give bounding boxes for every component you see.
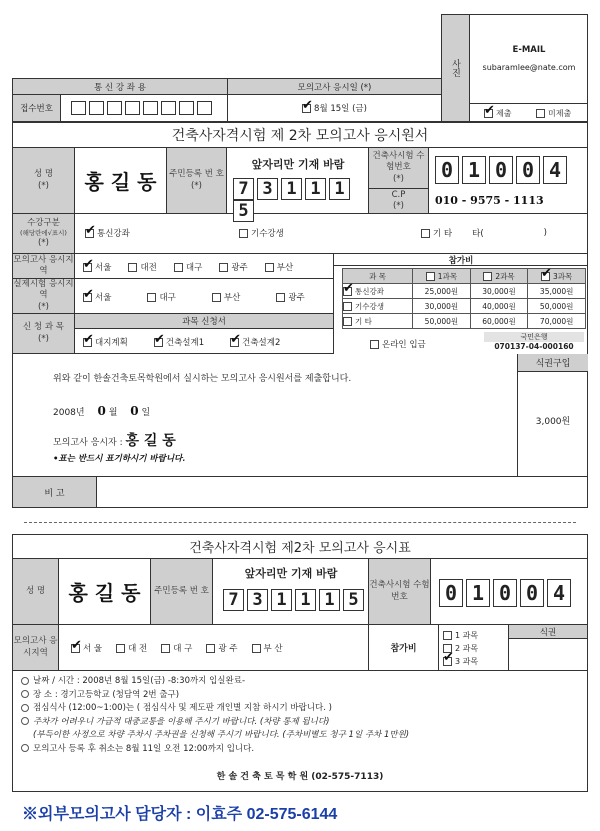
type-option-label: 통신강좌 bbox=[97, 229, 130, 239]
fee-cell: 50,000원 bbox=[413, 314, 471, 329]
id-digit: 1 bbox=[305, 178, 326, 200]
id-digit: 5 bbox=[233, 200, 254, 222]
id-note: 앞자리만 기재 바람 bbox=[251, 158, 345, 171]
ticket-meal-label: 식권 bbox=[509, 625, 587, 639]
note-line: 주차가 어려우니 가급적 대중교통을 이용해 주시기 바랍니다. (차량 통제 됩니다) bbox=[33, 716, 330, 727]
practice-options[interactable]: ✔ 서울 대구 부산 광주 bbox=[83, 291, 322, 305]
ticket-exam-no-digit: 0 bbox=[493, 579, 517, 607]
note-line: 모의고사 등록 후 취소는 8월 11일 오전 12:00까지 입니다. bbox=[33, 743, 255, 754]
id-digit: 1 bbox=[281, 178, 302, 200]
header-strip bbox=[12, 78, 442, 122]
submit-date[interactable]: 2008년 0 월 0 일 bbox=[53, 404, 151, 418]
fee-cell: 60,000원 bbox=[470, 314, 528, 329]
type-option-other[interactable]: 기 타 타( ) bbox=[421, 227, 547, 239]
fee-cell: 30,000원 bbox=[470, 284, 528, 299]
ticket-name-label: 성 명 bbox=[13, 559, 59, 624]
applicant[interactable]: 모의고사 응시자 : 홍 길 동 bbox=[53, 433, 176, 449]
ticket-notes bbox=[21, 675, 581, 756]
ticket-id-digit: 1 bbox=[271, 589, 292, 611]
ticket-exam-no-digit: 1 bbox=[466, 579, 490, 607]
nosubmit-checkbox[interactable] bbox=[536, 108, 571, 119]
id-label: 주민등록 번 호 (*) bbox=[167, 148, 227, 213]
form2-title: 건축사자격시험 제2차 모의고사 응시표 bbox=[13, 535, 587, 559]
id-digit: 1 bbox=[329, 178, 350, 200]
ticket-region-options[interactable]: ✔ 서 울 대 전 대 구 광 주 부 산 bbox=[59, 625, 369, 670]
meal-price: 3,000원 bbox=[535, 417, 571, 427]
type-option-regular[interactable] bbox=[239, 227, 284, 239]
subjects-label: 신 청 과 목 (*) bbox=[13, 314, 75, 353]
receipt-label: 접수번호 bbox=[13, 95, 61, 121]
meal-label: 식권구입 bbox=[518, 354, 588, 372]
id-field[interactable] bbox=[227, 148, 369, 221]
ticket-exam-no-digit: 4 bbox=[547, 579, 571, 607]
type-option-label: 기 타 bbox=[433, 229, 453, 239]
note-line: 날짜 / 시간 : 2008년 8월 15일(금) -8:30까지 입실완료- bbox=[33, 676, 246, 686]
ticket-region-label: 모의고사 응시지역 bbox=[13, 625, 59, 670]
submit-label: 제출 bbox=[496, 109, 512, 118]
id-digit: 3 bbox=[257, 178, 278, 200]
exam-no-digit: 4 bbox=[543, 156, 567, 184]
fee-header[interactable]: ✔ 3과목 bbox=[528, 269, 586, 284]
region-options[interactable]: ✔ 서울 대전 대구 광주 부산 bbox=[83, 261, 310, 275]
region-label: 모의고사 응시지역 bbox=[13, 254, 74, 276]
exam-no-digit: 1 bbox=[462, 156, 486, 184]
contact-footer: ※외부모의고사 담당자 : 이효주 02-575-6144 bbox=[22, 806, 338, 823]
ticket-id-note: 앞자리만 기재 바람 bbox=[244, 567, 338, 580]
statement: 위와 같이 한솔건축토목학원에서 실시하는 모의고사 응시원서를 제출합니다. bbox=[53, 374, 352, 384]
cp-label: C.P (*) bbox=[369, 188, 429, 213]
email-value: subaramlee@nate.com bbox=[482, 63, 576, 72]
exam-no-label: 건축사시험 수험번호 (*) bbox=[369, 148, 429, 188]
fee-header[interactable]: 2과목 bbox=[470, 269, 528, 284]
application-form bbox=[12, 122, 588, 508]
practice-label: 실제시험 응시지역 (*) bbox=[13, 279, 74, 312]
fee-cell: 40,000원 bbox=[470, 299, 528, 314]
cp-value[interactable]: 010 - 9575 - 1113 bbox=[435, 194, 544, 207]
bank-name: 국민은행 bbox=[484, 332, 584, 342]
date-header: 모의고사 응시일 (*) bbox=[228, 79, 441, 95]
id-digit: 7 bbox=[233, 178, 254, 200]
fee-title: 참가비 bbox=[334, 254, 588, 266]
exam-no-digit: 0 bbox=[435, 156, 459, 184]
subject-options[interactable]: ✔ 대지계획 ✔ 건축설계1 ✔ 건축설계2 bbox=[83, 336, 297, 350]
name-value[interactable]: 홍 길 동 bbox=[75, 148, 167, 213]
ticket-id-digit: 5 bbox=[343, 589, 364, 611]
fee-table bbox=[342, 268, 586, 329]
fee-row-label[interactable]: 기수강생 bbox=[343, 299, 413, 314]
course-header: 통 신 강 좌 용 bbox=[13, 79, 228, 95]
required-note: •표는 반드시 표기하시기 바랍니다. bbox=[53, 454, 186, 464]
email-label: E-MAIL bbox=[512, 45, 546, 55]
receipt-boxes[interactable] bbox=[61, 95, 228, 121]
exam-no-field[interactable] bbox=[435, 156, 570, 184]
online-deposit[interactable]: 온라인 입금 bbox=[370, 338, 426, 350]
ticket-id-digit: 1 bbox=[319, 589, 340, 611]
type-option-label: 기수강생 bbox=[251, 229, 284, 239]
note-line: (부득이한 사정으로 차량 주차시 주차권을 신청해 주시기 바랍니다. (주차비별도 청구 1일 주차 1만원) bbox=[33, 730, 410, 740]
fee-row-label[interactable]: ✔통신강좌 bbox=[343, 284, 413, 299]
ticket-name-value[interactable]: 홍 길 동 bbox=[59, 559, 151, 624]
fee-cell: 50,000원 bbox=[528, 299, 586, 314]
ticket-exam-no-digit: 0 bbox=[439, 579, 463, 607]
fee-cell: 25,000원 bbox=[413, 284, 471, 299]
subjects-header: 과목 신청서 bbox=[75, 314, 333, 329]
fee-cell: 35,000원 bbox=[528, 284, 586, 299]
exam-date[interactable] bbox=[228, 95, 441, 121]
bank-account: 070137-04-000160 bbox=[494, 342, 574, 351]
ticket-id-digit: 1 bbox=[295, 589, 316, 611]
fee-row-label[interactable]: 기 타 bbox=[343, 314, 413, 329]
remark-field[interactable] bbox=[97, 477, 587, 507]
fee-cell: 30,000원 bbox=[413, 299, 471, 314]
ticket-id-digit: 3 bbox=[247, 589, 268, 611]
ticket-id-label: 주민등록 번 호 bbox=[151, 559, 213, 624]
fee-header[interactable]: 1과목 bbox=[413, 269, 471, 284]
ticket-exam-no-label: 건축사시험 수험번호 bbox=[369, 559, 431, 624]
photo-section bbox=[441, 14, 588, 122]
cut-line bbox=[24, 522, 576, 523]
note-line: 장 소 : 경기고등학교 (청담역 2번 출구) bbox=[33, 689, 180, 700]
exam-no-digit: 0 bbox=[489, 156, 513, 184]
remark-label: 비 고 bbox=[13, 477, 97, 507]
exam-ticket bbox=[12, 534, 588, 792]
type-label: 수강구분 (해당란에√표시) (*) bbox=[13, 214, 75, 253]
exam-no-digit: 0 bbox=[516, 156, 540, 184]
ticket-fee-label: 참가비 bbox=[369, 625, 439, 670]
applicant-name: 홍 길 동 bbox=[125, 433, 176, 449]
exam-date-text: 8월 15일 (금) bbox=[314, 104, 367, 114]
ticket-id-digit: 7 bbox=[223, 589, 244, 611]
note-line: 점심식사 (12:00~1:00)는 ( 점심식사 및 제도판 개인별 지참 하시기 바랍니다. ) bbox=[33, 703, 332, 713]
fee-cell: 70,000원 bbox=[528, 314, 586, 329]
fee-header: 과 목 bbox=[343, 269, 413, 284]
ticket-exam-no-field[interactable] bbox=[439, 579, 574, 607]
nosubmit-label: 미제출 bbox=[548, 109, 572, 118]
academy-name: 한 솔 건 축 토 목 학 원 (02-575-7113) bbox=[216, 772, 384, 782]
form1-title: 건축사자격시험 제 2차 모의고사 응시원서 bbox=[13, 123, 587, 148]
photo-label: 사진 bbox=[442, 15, 470, 121]
ticket-fee-options[interactable]: 1 과목 2 과목 ✔3 과목 bbox=[439, 625, 509, 670]
ticket-id-field[interactable] bbox=[213, 559, 369, 624]
type-option-online[interactable] bbox=[85, 227, 130, 239]
name-label: 성 명 (*) bbox=[13, 148, 75, 213]
ticket-exam-no-digit: 0 bbox=[520, 579, 544, 607]
submit-checkbox[interactable] bbox=[484, 108, 511, 119]
